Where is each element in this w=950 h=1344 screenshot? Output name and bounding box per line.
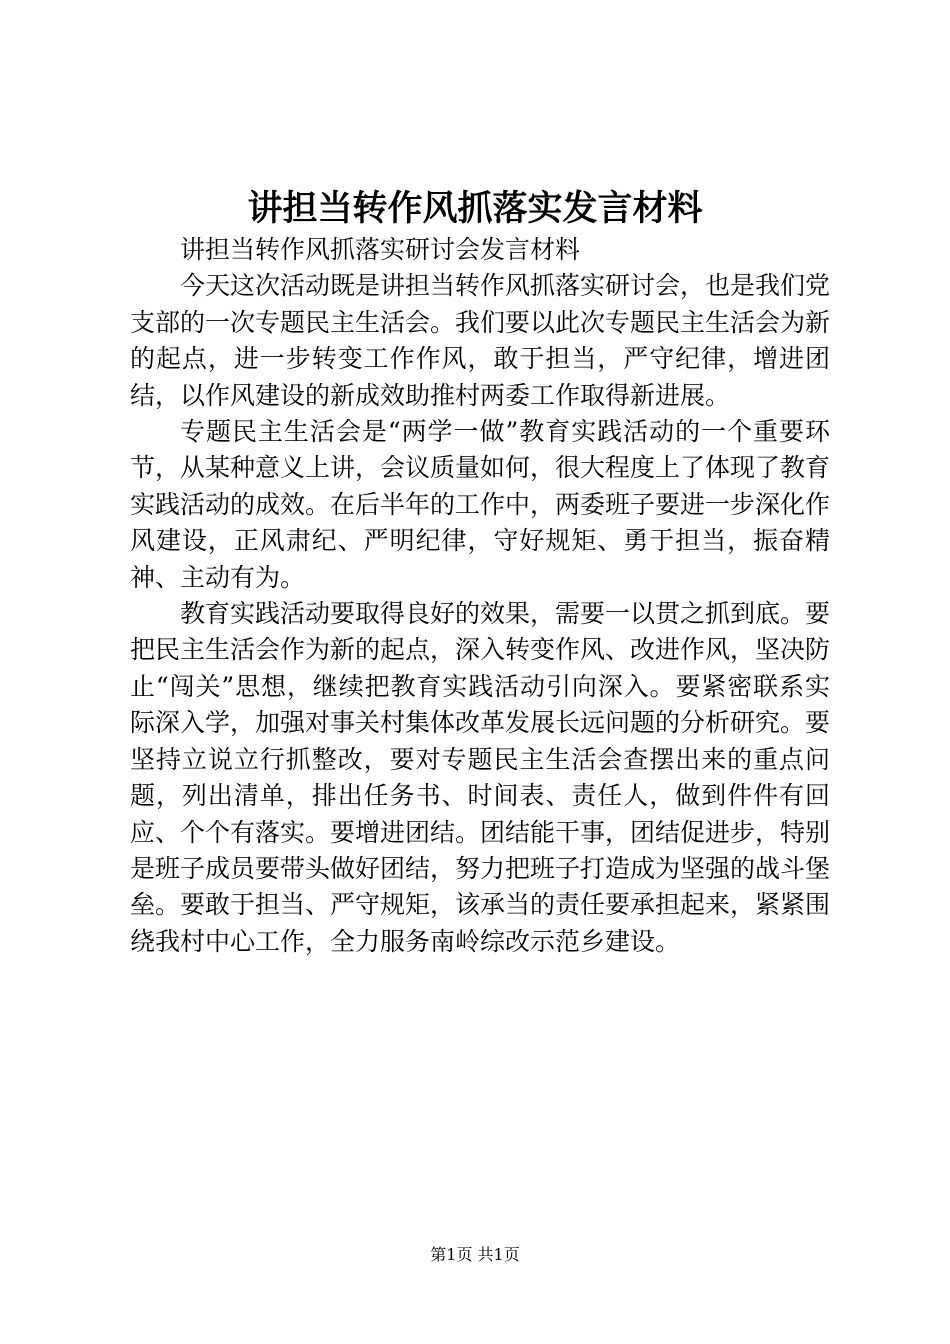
document-body (130, 232, 830, 960)
body-paragraph: 专题民主生活会是“两学一做”教育实践活动的一个重要环节，从某种意义上讲，会议质量如何，很大程度上了体现了教育实践活动的成效。在后半年的工作中，两委班子要进一步深化作风建设，正风肃纪、严明纪律，守好规矩、勇于担当，振奋精神、主动有为。 (130, 417, 831, 592)
body-paragraph: 今天这次活动既是讲担当转作风抓落实研讨会，也是我们党支部的一次专题民主生活会。我们要以此次专题民主生活会为新的起点，进一步转变工作作风，敢于担当，严守纪律，增进团结，以作风建设的新成效助推村两委工作取得新进展。 (130, 271, 831, 410)
body-paragraph: 教育实践活动要取得良好的效果，需要一以贯之抓到底。要把民主生活会作为新的起点，深入转变作风、改进作风，坚决防止“闯关”思想，继续把教育实践活动引向深入。要紧密联系实际深入学，加强对事关村集体改革发展长远问题的分析研究。要坚持立说立行抓整改，要对专题民主生活会查摆出来的重点问题，列出清单，排出任务书、时间表、责任人，做到件件有回应、个个有落实。要增进团结。团结能干事，团结促进步，特别是班子成员要带头做好团结，努力把班子打造成为坚强的战斗堡垒。要敢于担当、严守规矩，该承当的责任要承担起来，紧紧围绕我村中心工作，全力服务南岭综改示范乡建设。 (130, 599, 831, 956)
page-footer: 第1页 共1页 (430, 1245, 520, 1264)
document-subtitle: 讲担当转作风抓落实研讨会发言材料 (180, 235, 581, 264)
document-title: 讲担当转作风抓落实发言材料 (247, 188, 703, 229)
